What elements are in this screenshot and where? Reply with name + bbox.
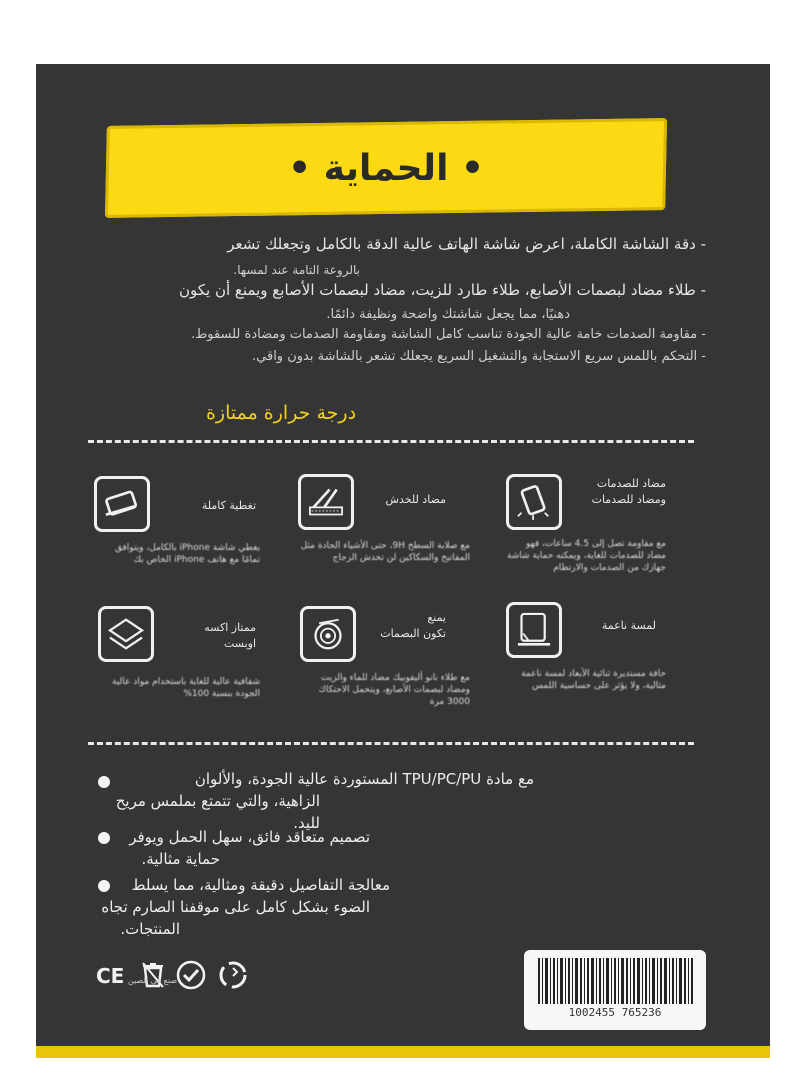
barcode-label [524, 950, 706, 1030]
feature-title: مضاد للخدش [385, 493, 446, 506]
feature-title: تغطية كاملة [201, 499, 256, 512]
feature-title: ممتاز اكسه اوبست [204, 621, 256, 650]
barcode-number: 1002455 765236 [568, 1006, 662, 1019]
feature-desc: شفافية عالية للغاية باستخدام مواد عالية الجودة بنسبة 100% [112, 677, 260, 699]
divider [88, 742, 694, 745]
intro-line: دهنيًا، مما يجعل شاشتك واضحة ونظيفة دائمًا. [326, 307, 570, 322]
full-cover-icon [94, 476, 150, 532]
barcode-bars [536, 958, 694, 1004]
bullet-line: المنتجات. [120, 920, 180, 938]
bullet-dot [98, 776, 110, 788]
banner-title: • الحماية • [288, 147, 484, 189]
bullet-line: مع مادة TPU/PC/PU المستوردة عالية الجودة، والألوان [194, 770, 534, 788]
intro-line: - دقة الشاشة الكاملة، اعرض شاشة الهاتف عالية الدقة بالكامل وتجعلك تشعر [227, 235, 706, 253]
package-back [36, 64, 770, 1054]
intro-line: - مقاومة الصدمات خامة عالية الجودة تناسب كامل الشاشة ومقاومة الصدمات ومضادة للسقوط. [191, 327, 706, 342]
bullet-line: تصميم متعاقد فائق، سهل الحمل ويوفر [129, 828, 370, 846]
scratch-resistant-icon [298, 474, 354, 530]
bullet-line: معالجة التفاصيل دقيقة ومثالية، مما يسلط [131, 876, 390, 894]
quality-check-icon [176, 960, 206, 990]
intro-line: - طلاء مضاد لبصمات الأصابع، طلاء طارد للزيت، مضاد لبصمات الأصابع ويمنع أن يكون [178, 281, 706, 299]
ce-mark: CE [96, 964, 125, 988]
fingerprint-icon [300, 606, 356, 662]
bullet-line: الضوء بشكل كامل على موقفنا الصارم تجاه [101, 898, 370, 916]
feature-desc: مع طلاء نانو أليفوبيك مضاد للماء والزيت ومضاد لبصمات الأصابع، ويتحمل الاحتكاك 3000 مرة [318, 673, 470, 707]
transparency-icon [98, 606, 154, 662]
made-in-label: صنع في الصين [128, 976, 178, 985]
shockproof-icon [506, 474, 562, 530]
heat-title: درجة حرارة ممتازة [205, 402, 357, 424]
intro-line: بالروعة التامة عند لمسها. [233, 263, 360, 277]
feature-desc: مع مقاومة تصل إلى 4.5 ساعات، فهو مضاد للصدمات للغاية، ويمكنه حماية شاشة جهازك من الصدمات والارتطام [506, 539, 666, 573]
feature-desc: مع صلابة السطح 9H، حتى الأشياء الحادة مثل المفاتيح والسكاكين لن تخدش الزجاج [300, 541, 470, 563]
intro-line: - التحكم باللمس سريع الاستجابة والتشغيل السريع يجعلك تشعر بالشاشة بدون واقي. [252, 349, 706, 364]
feature-desc: يغطي شاشة iPhone بالكامل، ويتوافق تمامًا مع هاتف iPhone الخاص بك [115, 543, 260, 565]
bullet-line: الزاهية، والتي تتمتع بملمس مريح لليد. [115, 792, 320, 832]
bottom-yellow-strip [36, 1046, 770, 1058]
feature-title: يمنع تكون البصمات [380, 611, 446, 640]
feature-desc: حافة مستديرة ثنائية الأبعاد لمسة ناعمة مثالية، ولا يؤثر على حساسية اللمس [521, 669, 666, 691]
recycle-bin-icon [140, 960, 166, 990]
feature-title: مضاد للصدمات ومضاد للصدمات [591, 477, 666, 506]
bullet-line: حماية مثالية. [141, 850, 220, 868]
soft-touch-icon [506, 602, 562, 658]
divider [88, 440, 694, 443]
recycle-icon [218, 960, 248, 990]
feature-title: لمسة ناعمة [601, 619, 656, 632]
